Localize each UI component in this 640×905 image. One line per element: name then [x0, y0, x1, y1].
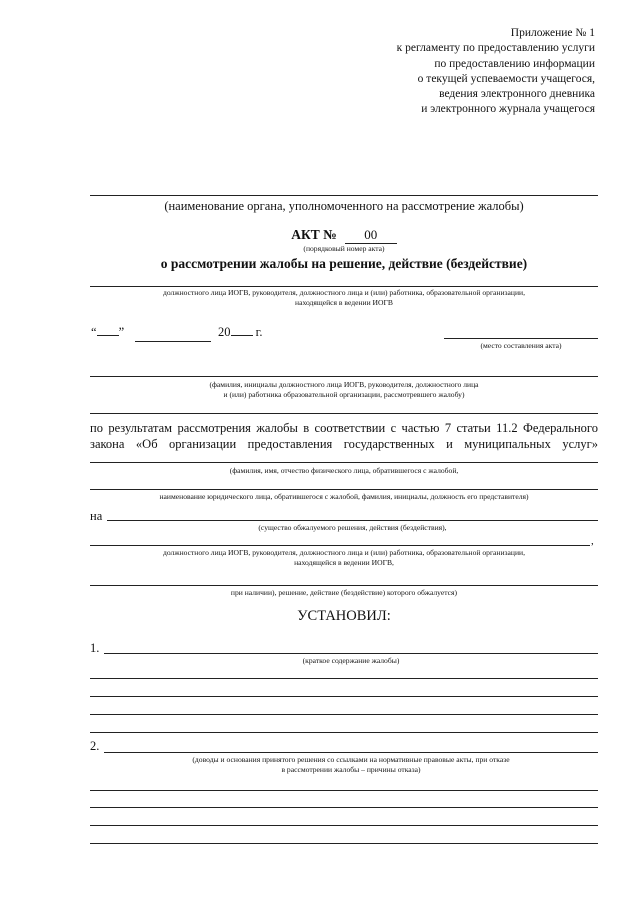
results-text-1: по результатам рассмотрения жалобы в соответствии с частью 7 статьи 11.2 Федерального: [90, 421, 598, 435]
item2-line[interactable]: [90, 825, 598, 826]
results-text-2: закона «Об организации предоставления государственных и муниципальных услуг»: [90, 437, 598, 451]
reviewer-line[interactable]: [90, 376, 598, 377]
appendix-line: ведения электронного дневника: [439, 88, 595, 101]
item2-line[interactable]: [90, 843, 598, 844]
on-line-2[interactable]: [90, 545, 590, 546]
date-day: [91, 325, 124, 340]
reviewer-line-2[interactable]: [90, 413, 598, 414]
reviewer-caption: [90, 380, 598, 400]
official-caption-line: находящейся в ведении ИОГВ: [295, 298, 393, 307]
item1-line[interactable]: [104, 653, 598, 654]
authority-caption: (наименование органа, уполномоченного на рассмотрение жалобы): [164, 199, 524, 213]
on-label: на: [90, 509, 103, 523]
item1-line[interactable]: [90, 714, 598, 715]
appendix-line: к регламенту по предоставлению услуги: [396, 42, 595, 55]
act-number[interactable]: 00: [345, 227, 397, 244]
applicant-line-2[interactable]: [90, 489, 598, 490]
act-number-caption: (порядковый номер акта): [303, 244, 385, 253]
item1-number: 1.: [90, 641, 100, 655]
on-caption: (существо обжалуемого решения, действия (бездействия),: [258, 523, 447, 532]
applicant-caption-2: наименование юридического лица, обратившегося с жалобой, фамилия, инициалы, должность его представителя): [159, 492, 529, 501]
place-field[interactable]: [444, 338, 598, 339]
item2-caption: [104, 755, 598, 775]
place-caption: (место составления акта): [480, 341, 562, 350]
on-official-caption: [90, 548, 598, 568]
item2-line[interactable]: [90, 807, 598, 808]
official-caption-line: должностного лица ИОГВ, руководителя, должностного лица и (или) работника, образовательной организации,: [162, 288, 526, 297]
authority-line[interactable]: [90, 195, 598, 196]
item1-caption: (краткое содержание жалобы): [302, 656, 400, 665]
day-field[interactable]: [97, 335, 119, 336]
reviewer-caption-line: и (или) работника образовательной организации, рассмотревшего жалобу): [223, 390, 465, 399]
item2-line[interactable]: [90, 790, 598, 791]
quote-close: ”: [118, 325, 125, 339]
appendix-line: о текущей успеваемости учащегося,: [417, 72, 595, 85]
reviewer-caption-line: (фамилия, инициалы должностного лица ИОГВ, руководителя, должностного лица: [209, 380, 479, 389]
year-prefix: 20: [218, 325, 231, 339]
presence-caption: при наличии), решение, действие (бездействие) которого обжалуется): [230, 588, 458, 597]
on-comma: ,: [591, 535, 594, 547]
appendix-line: Приложение № 1: [510, 27, 595, 39]
on-line-3[interactable]: [90, 585, 598, 586]
year-field[interactable]: [231, 335, 253, 336]
official-line[interactable]: [90, 286, 598, 287]
item2-caption-line: в рассмотрении жалобы – причины отказа): [281, 765, 421, 774]
applicant-caption-1: (фамилия, имя, отчество физического лица, обратившегося с жалобой,: [229, 466, 459, 475]
established-heading: УСТАНОВИЛ:: [297, 608, 391, 624]
on-official-caption-line: находящейся в ведении ИОГВ,: [294, 558, 394, 567]
month-field[interactable]: [135, 341, 211, 342]
act-subtitle: о рассмотрении жалобы на решение, действие (бездействие): [160, 256, 528, 271]
appendix-line: и электронного журнала учащегося: [421, 103, 595, 116]
date-year: [218, 325, 262, 340]
act-label: АКТ №: [291, 227, 337, 242]
item1-line[interactable]: [90, 696, 598, 697]
on-official-caption-line: должностного лица ИОГВ, руководителя, должностного лица и (или) работника, образовательной организации,: [162, 548, 526, 557]
item1-line[interactable]: [90, 678, 598, 679]
quote-open: “: [91, 325, 97, 339]
on-line[interactable]: [107, 520, 598, 521]
item2-number: 2.: [90, 739, 100, 753]
year-suffix: г.: [255, 325, 263, 339]
act-title: [90, 226, 598, 244]
applicant-line[interactable]: [90, 462, 598, 463]
item1-line[interactable]: [90, 732, 598, 733]
appendix-header: [397, 26, 595, 118]
item2-caption-line: (доводы и основания принятого решения со ссылками на нормативные правовые акты, при отказе: [192, 755, 510, 764]
item2-line[interactable]: [104, 752, 598, 753]
appendix-line: по предоставлению информации: [434, 57, 595, 70]
official-caption: [90, 288, 598, 308]
